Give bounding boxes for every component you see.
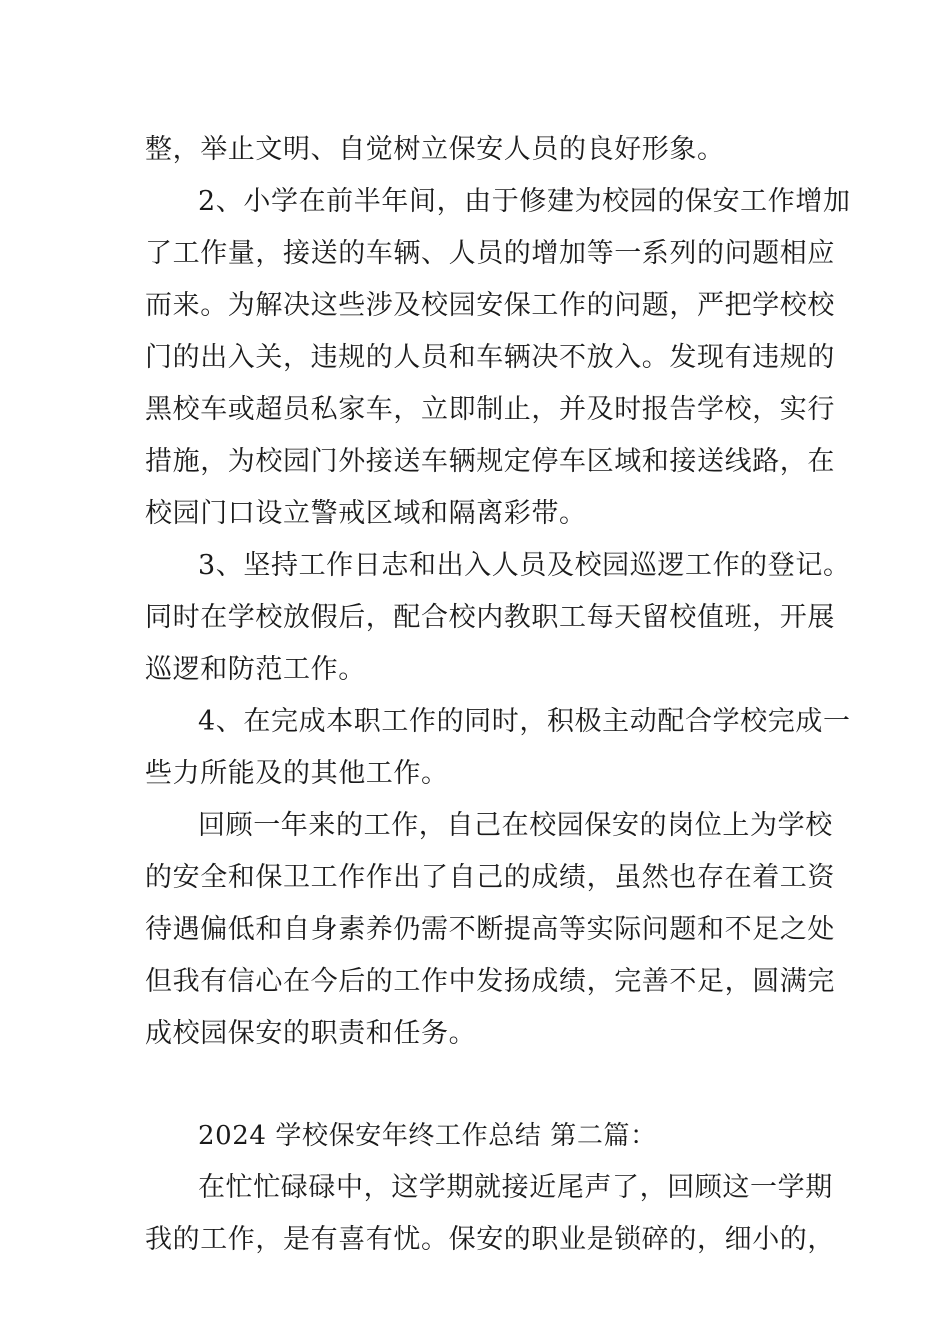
text-line: 同时在学校放假后，配合校内教职工每天留校值班，开展 — [145, 602, 835, 633]
text-line: 4、在完成本职工作的同时，积极主动配合学校完成一 — [198, 706, 851, 737]
text-line: 黑校车或超员私家车，立即制止，并及时报告学校，实行 — [145, 394, 835, 425]
text-line: 巡逻和防范工作。 — [145, 654, 366, 685]
text-line: 待遇偏低和自身素养仍需不断提高等实际问题和不足之处 — [145, 914, 835, 945]
text-line: 回顾一年来的工作，自己在校园保安的岗位上为学校 — [198, 810, 833, 841]
section-title: 2024 学校保安年终工作总结 第二篇： — [198, 1121, 657, 1151]
text-line: 校园门口设立警戒区域和隔离彩带。 — [145, 498, 587, 529]
text-line: 措施，为校园门外接送车辆规定停车区域和接送线路，在 — [145, 446, 835, 477]
text-line: 而来。为解决这些涉及校园安保工作的问题，严把学校校 — [145, 290, 835, 321]
text-line: 在忙忙碌碌中，这学期就接近尾声了，回顾这一学期 — [198, 1172, 833, 1203]
text-line: 整，举止文明、自觉树立保安人员的良好形象。 — [145, 134, 725, 165]
text-line: 2、小学在前半年间，由于修建为校园的保安工作增加 — [198, 186, 851, 217]
text-line: 门的出入关，违规的人员和车辆决不放入。发现有违规的 — [145, 342, 835, 373]
text-line: 的安全和保卫工作作出了自己的成绩，虽然也存在着工资 — [145, 862, 835, 893]
text-line: 我的工作，是有喜有忧。保安的职业是锁碎的，细小的， — [145, 1224, 835, 1255]
text-line: 3、坚持工作日志和出入人员及校园巡逻工作的登记。 — [198, 550, 851, 581]
text-line: 了工作量，接送的车辆、人员的增加等一系列的问题相应 — [145, 238, 835, 269]
text-line: 些力所能及的其他工作。 — [145, 758, 449, 789]
text-line: 成校园保安的职责和任务。 — [145, 1018, 477, 1049]
text-line: 但我有信心在今后的工作中发扬成绩，完善不足，圆满完 — [145, 966, 835, 997]
